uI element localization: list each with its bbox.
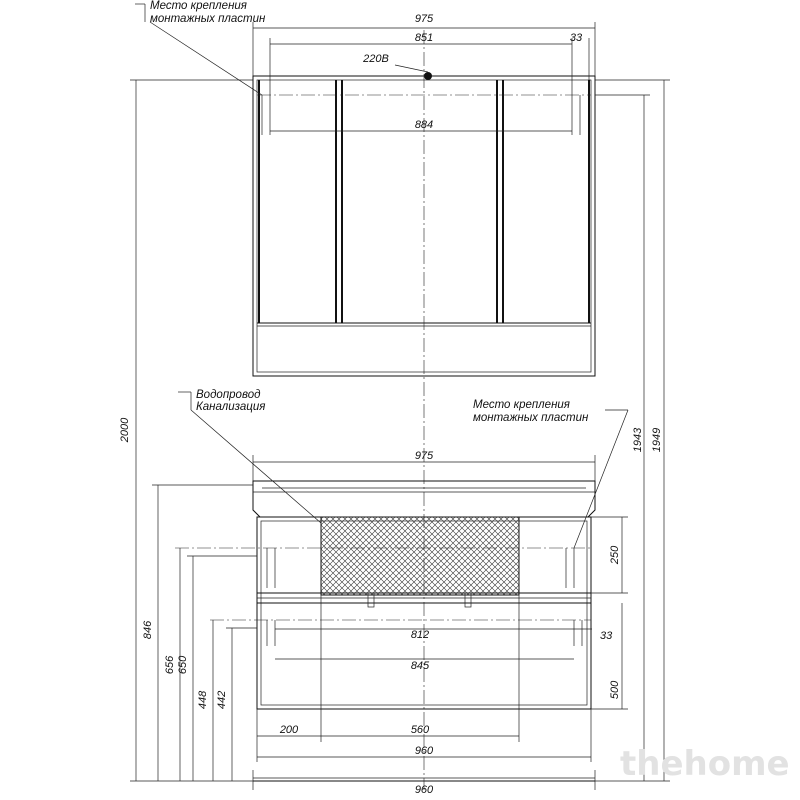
vanity-dimensions: [253, 450, 613, 796]
dim-basin-width: 975: [414, 450, 434, 462]
mirror-mount-label-1: Место крепления: [150, 0, 247, 12]
callout-leader: [574, 410, 628, 548]
dim-1943: 1943: [632, 427, 644, 453]
dim-845: 845: [410, 660, 430, 672]
dim-650: 650: [177, 655, 189, 675]
callout-leader: [191, 410, 321, 523]
voltage-label: 220В: [363, 53, 389, 65]
water-label-1: Водопровод: [196, 389, 261, 401]
dim-mirror-inner: 884: [414, 119, 434, 131]
dim-1949: 1949: [651, 427, 663, 453]
dim-200: 200: [279, 724, 299, 736]
mirror-mount-label-2: монтажных пластин: [150, 13, 266, 25]
water-callout: [178, 389, 321, 523]
dim-846: 846: [142, 620, 154, 640]
dim-mount-offset: 33: [569, 32, 583, 44]
left-height-dimensions: [119, 80, 257, 781]
dim-mount-span: 851: [414, 32, 434, 44]
watermark: thehome: [620, 744, 790, 784]
cabinet-mount-label-2: монтажных пластин: [473, 412, 589, 424]
dim-812: 812: [410, 629, 430, 641]
dim-500: 500: [609, 680, 621, 700]
socket-icon: [424, 72, 432, 80]
dim-mirror-width: 975: [414, 13, 434, 25]
dim-250: 250: [609, 545, 621, 565]
dim-442: 442: [216, 690, 228, 710]
right-height-dimensions: [591, 80, 670, 781]
dim-960-b: 960: [414, 784, 434, 796]
water-label-2: Канализация: [196, 401, 266, 413]
dim-960-a: 960: [414, 745, 434, 757]
plumbing-zone: [321, 517, 519, 595]
callout-leader: [150, 22, 262, 95]
dim-2000: 2000: [119, 417, 131, 443]
dim-560: 560: [410, 724, 430, 736]
cabinet-mount-label-1: Место крепления: [473, 399, 570, 411]
dim-656: 656: [164, 655, 176, 675]
dim-cab-33: 33: [600, 630, 613, 642]
vanity: [175, 481, 595, 709]
mirror-mount-callout: [135, 0, 266, 95]
dim-448: 448: [197, 690, 209, 710]
